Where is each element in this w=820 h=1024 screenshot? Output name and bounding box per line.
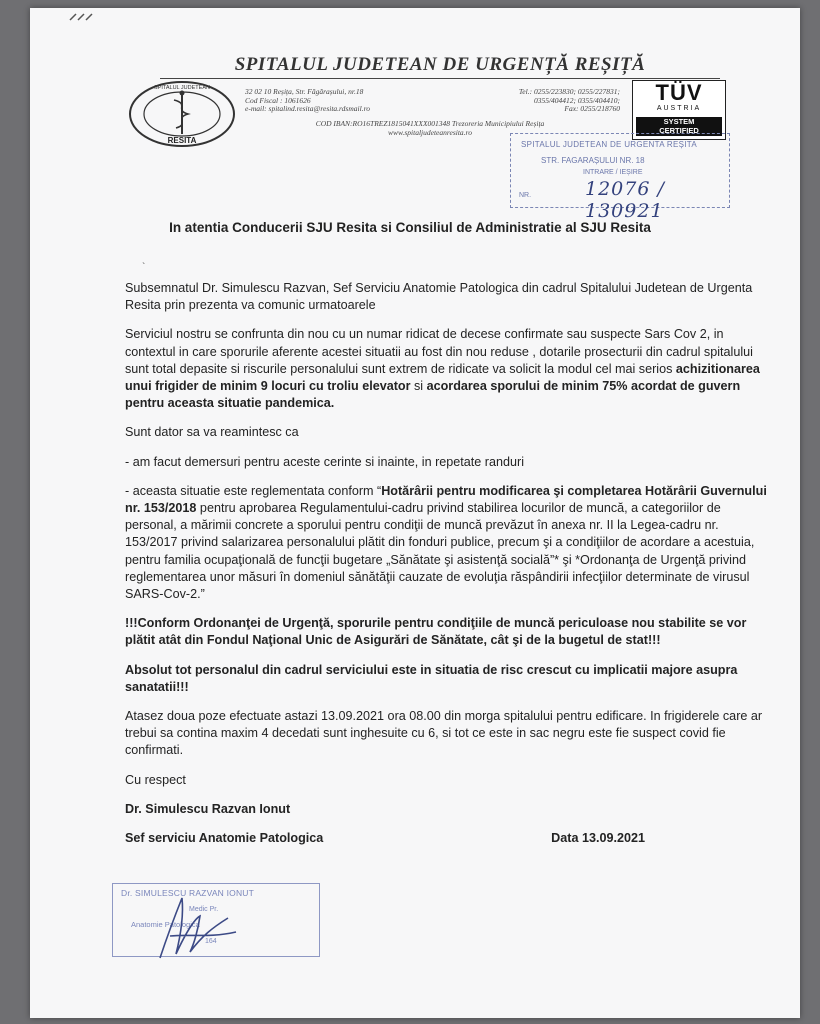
- paragraph-reminder: Sunt dator sa va reamintesc ca: [125, 425, 299, 440]
- signature-line: [125, 830, 645, 847]
- paragraph-ordinance: !!!Conform Ordonanţei de Urgenţă, sporurile pentru condiţiile de muncă periculoase nou stabilite se vor plătit atât din Fondul Naţional Unic de Asigurări de Sănătate, cât şi de la bugetul de stat!!!: [125, 616, 747, 648]
- registry-stamp-line2: STR. FAGARAȘULUI NR. 18: [541, 156, 645, 165]
- contact-block-right: [420, 88, 620, 114]
- request-text: Serviciul nostru se confrunta din nou cu un numar ridicat de decese confirmate sau suspecte Sars Cov 2, in contextul in care sporurile aferente acestei situatii au fost din nou reduse , dotarile prosecturii din cadrul spitalului sunt total depasite si riscurile personalului sunt extrem de ridicate va solicit la modul cel mai serios: [125, 327, 753, 376]
- website-line: www.spitaljudeteanresita.ro: [388, 127, 472, 137]
- stray-mark: `: [142, 262, 146, 273]
- registry-stamp-line1: SPITALUL JUDETEAN DE URGENTA REȘITA: [521, 140, 698, 149]
- doctor-stamp-line4: 164: [205, 938, 217, 945]
- signer-position: Sef serviciu Anatomie Patologica: [125, 831, 324, 846]
- signer-name: Dr. Simulescu Razvan Ionut: [125, 801, 291, 816]
- fiscal-code-line: Cod Fiscal : 1061626: [245, 95, 311, 105]
- legislation-intro: - aceasta situatie este reglementata conform “: [125, 483, 382, 498]
- phone-line-2: 0355/404412; 0355/404410;: [533, 95, 620, 105]
- tuv-line2: CERTIFIED: [659, 125, 699, 135]
- phone-line: Tel.: 0255/223830; 0255/227831;: [518, 87, 620, 96]
- paragraph-prior-requests: - am facut demersuri pentru aceste cerinte si inainte, in repetate randuri: [125, 454, 525, 469]
- letter-heading: In atentia Conducerii SJU Resita si Consiliul de Administratie al SJU Resita: [169, 220, 651, 235]
- request-bold-bonus: acordarea sporului de minim 75% acordat de guvern pentru aceasta situatie pandemica.: [125, 379, 741, 411]
- legislation-bold-title: Hotărârii pentru modificarea şi completarea Hotărârii Guvernului nr. 153/2018: [125, 483, 767, 516]
- doctor-stamp-line3: Anatomie Patologica: [131, 920, 200, 929]
- paragraph-attachments: Atasez doua poze efectuate astazi 13.09.2021 ora 08.00 din morga spitalului pentru edificare. In frigiderele care ar trebui sa contina maxim 4 decedati sunt inghesuite cu 6, si tot ce este in sac negru este fie suspect covid fie confirmati.: [125, 709, 763, 758]
- legislation-text: pentru aprobarea Regulamentului-cadru privind stabilirea locurilor de muncă, a categoriilor de personal, a mărimii concrete a sporului pentru condiţii de muncă prevăzut în anexa nr. II la Legea-cadru nr. 153/2017 privind salarizarea personalului plătit din fonduri publice, precum şi a condiţiilor de acordare a acestuia, pentru familia ocupaţională de funcţii bugetare „Sănătate şi asistenţă socială”* şi *Ordonanţa de Urgenţă privind reglementarea unor măsuri în domeniul sănătăţii cauzate de evoluţia răspândirii infecţiilor determinate de virusul SARS-Cov-2.”: [125, 501, 755, 602]
- letter-body: [125, 280, 770, 847]
- document-page: [30, 8, 800, 1018]
- institution-title: SPITALUL JUDETEAN DE URGENȚĂ REȘIȚĂ: [160, 54, 720, 79]
- email-line: e-mail: spitalind.resita@resita.rdsmail.ro: [245, 104, 370, 114]
- tuv-country: AUSTRIA: [656, 105, 702, 112]
- registry-stamp-nr-label: NR.: [519, 192, 532, 199]
- registry-stamp: [510, 133, 730, 222]
- paragraph-request: [125, 326, 770, 412]
- registry-number-handwritten: 12076 / 130921: [585, 178, 665, 222]
- svg-text:SPITALUL JUDETEAN: SPITALUL JUDETEAN: [154, 85, 210, 91]
- paragraph-intro: Subsemnatul Dr. Simulescu Razvan, Sef Serviciu Anatomie Patologica din cadrul Spitalului Judetean de Urgenta Resita prin prezenta va comunic urmatoarele: [125, 281, 753, 313]
- registry-stamp-line3: INTRARE / IEȘIRE: [583, 169, 643, 176]
- doctor-stamp-line1: Dr. SIMULESCU RAZVAN IONUT: [121, 888, 255, 898]
- doctor-stamp-line2: Medic Pr.: [189, 906, 219, 913]
- fax-line: Fax: 0255/218760: [564, 104, 620, 114]
- tuv-line1: SYSTEM: [663, 117, 695, 126]
- request-bold-fridge: achizitionarea unui frigider de minim 9 locuri cu troliu elevator: [125, 361, 760, 394]
- letter-date: Data 13.09.2021: [551, 831, 645, 846]
- iban-line: COD IBAN:RO16TREZ1815041XXX001348 Trezoreria Municipiului Reșița: [315, 119, 545, 128]
- paragraph-legislation: [125, 483, 770, 603]
- contact-block-left: [245, 88, 435, 114]
- svg-text:RESITA: RESITA: [167, 136, 197, 145]
- closing-line: Cu respect: [125, 772, 186, 787]
- address-line: 32 02 10 Reșița, Str. Făgărașului, nr.18: [245, 87, 364, 96]
- handwritten-signature: [140, 888, 250, 968]
- corner-mark: [68, 12, 108, 22]
- tuv-logo: TÜV: [655, 80, 703, 105]
- tuv-certification-badge: [632, 80, 726, 140]
- paragraph-risk: Absolut tot personalul din cadrul serviciului este in situatia de risc crescut cu implicatii majore asupra sanatatii!!!: [125, 662, 738, 694]
- request-joiner: si: [410, 379, 427, 394]
- hospital-seal-logo: [128, 80, 236, 148]
